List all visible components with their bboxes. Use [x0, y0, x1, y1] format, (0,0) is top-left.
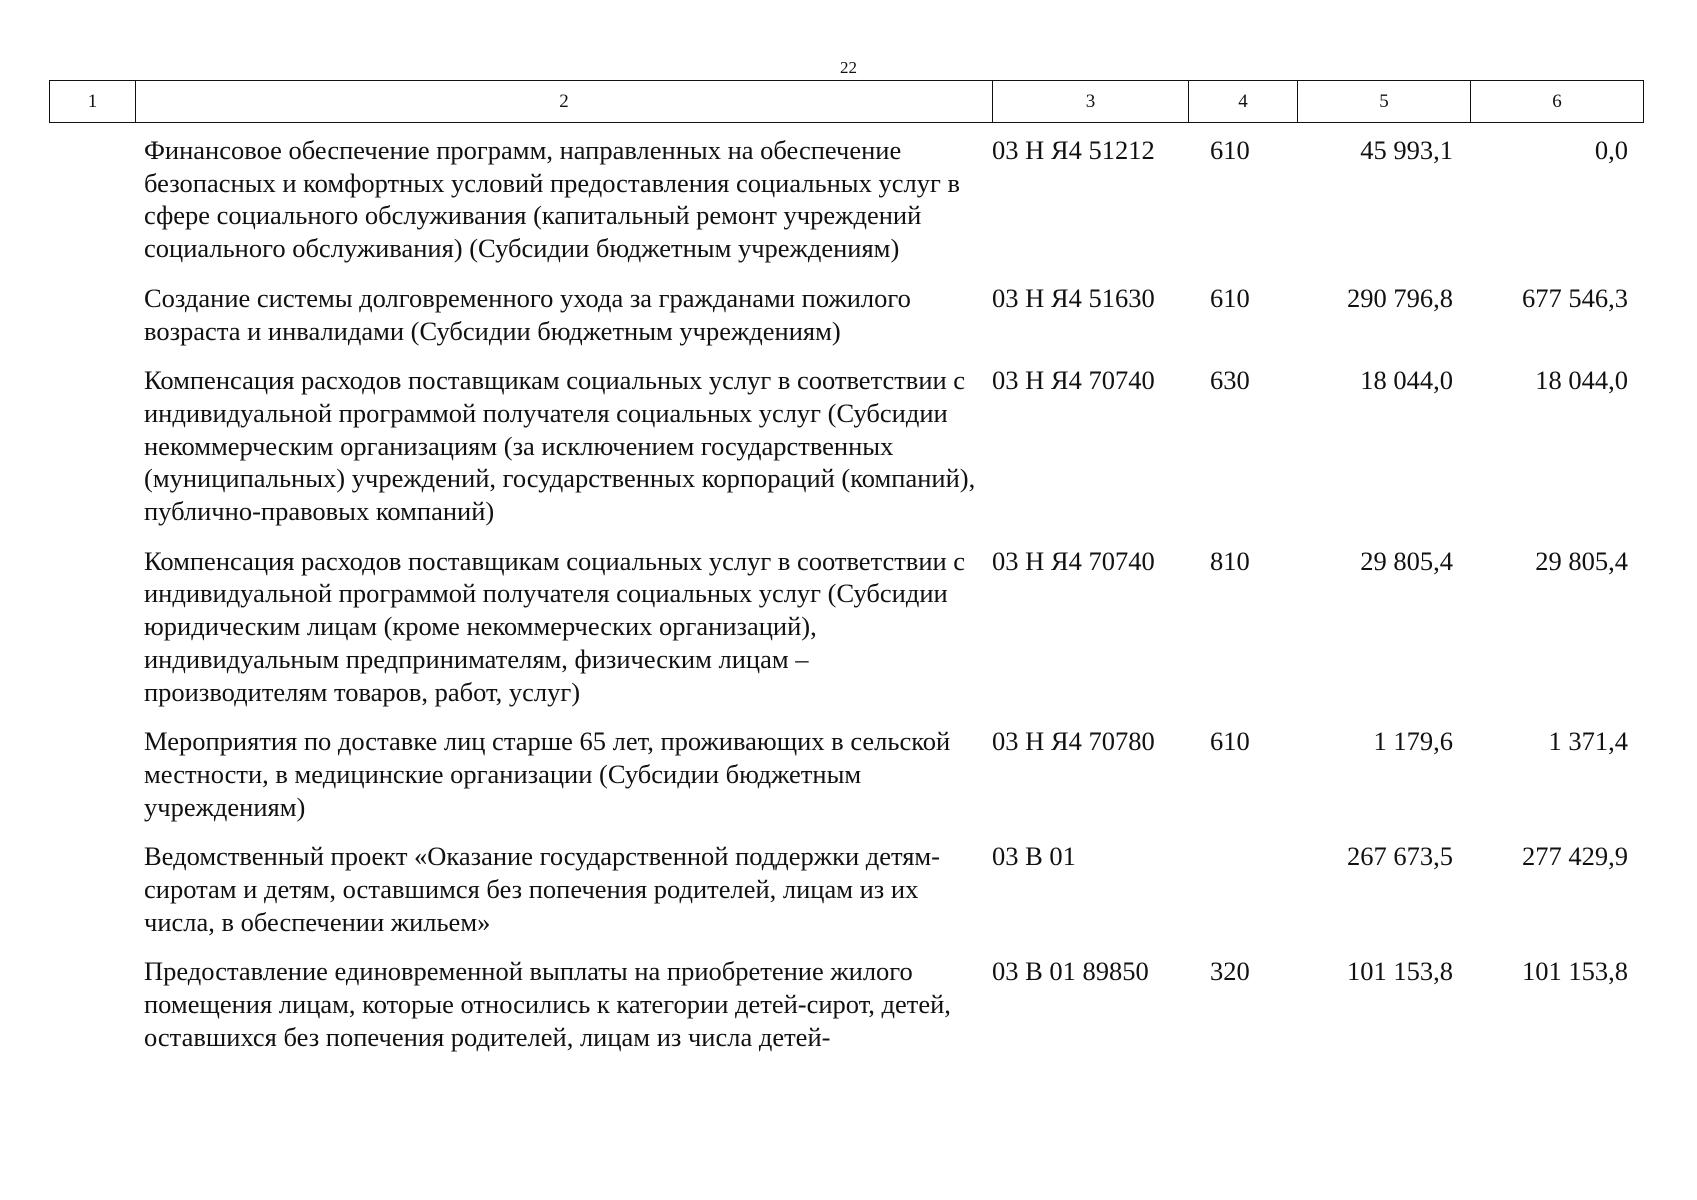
column-header-3: 3: [993, 81, 1189, 123]
budget-table-body: [49, 134, 1638, 1071]
column-header-row: [50, 81, 1644, 123]
column-header-6: 6: [1471, 81, 1644, 123]
row-value-2: 1 371,4: [1548, 726, 1628, 757]
row-description: Мероприятия по доставке лиц старше 65 лет, проживающих в сельской местности, в медицинские организации (Субсидии бюджетным учреждениям): [144, 726, 951, 822]
row-number-cell: [49, 545, 135, 709]
row-type: 610: [1210, 135, 1250, 165]
table-row: [49, 725, 1638, 823]
row-value-2: 0,0: [1594, 135, 1628, 165]
row-value-2: 29 805,4: [1535, 545, 1628, 576]
row-type: 810: [1210, 545, 1250, 576]
table-row: [49, 364, 1638, 528]
row-description: Создание системы долговременного ухода за гражданами пожилого возраста и инвалидами (Субсидии бюджетным учреждениям): [144, 282, 911, 346]
row-type: 610: [1210, 282, 1250, 313]
row-code: 03 Н Я4 51212: [992, 135, 1155, 165]
row-value-2: 277 429,9: [1522, 841, 1628, 872]
row-code: 03 Н Я4 70740: [992, 545, 1155, 576]
row-value-1: 45 993,1: [1360, 135, 1453, 165]
row-type: 630: [1210, 365, 1250, 396]
column-header-table: [49, 80, 1644, 123]
row-value-2: 18 044,0: [1535, 365, 1628, 396]
row-number-cell: [49, 364, 135, 528]
row-number-cell: [49, 282, 135, 347]
row-value-2: 101 153,8: [1522, 956, 1628, 987]
row-value-2: 677 546,3: [1522, 282, 1628, 313]
row-number-cell: [49, 840, 135, 938]
row-number-cell: [49, 725, 135, 823]
table-row: [49, 134, 1638, 265]
page-number: 22: [840, 58, 857, 77]
column-header-1: 1: [50, 81, 136, 123]
column-header-2: 2: [136, 81, 993, 123]
column-header-4: 4: [1189, 81, 1298, 123]
row-description: Компенсация расходов поставщикам социальных услуг в соответствии с индивидуальной программой получателя социальных услуг (Субсидии юридическим лицам (кроме некоммерческих организаций), индивидуальным предпринимателям, физическим лицам – производителям товаров, работ, услуг): [144, 545, 966, 707]
row-code: 03 Н Я4 70780: [992, 726, 1155, 757]
row-description: Финансовое обеспечение программ, направленных на обеспечение безопасных и комфортных условий предоставления социальных услуг в сфере социального обслуживания (капитальный ремонт учреждений социального обслуживания) (Субсидии бюджетным учреждениям): [144, 135, 960, 264]
row-value-1: 267 673,5: [1347, 841, 1453, 872]
table-row: [49, 282, 1638, 347]
row-description: Ведомственный проект «Оказание государственной поддержки детям-сиротам и детям, оставшимся без попечения родителей, лицам из их числа, в обеспечении жильем»: [144, 841, 941, 937]
column-header-5: 5: [1298, 81, 1471, 123]
row-value-1: 29 805,4: [1360, 545, 1453, 576]
row-code: 03 В 01 89850: [992, 956, 1149, 987]
table-row: [49, 545, 1638, 709]
row-type: 320: [1210, 956, 1250, 987]
row-number-cell: [49, 134, 135, 265]
row-value-1: 101 153,8: [1347, 956, 1453, 987]
table-row: [49, 955, 1638, 1053]
row-value-1: 18 044,0: [1360, 365, 1453, 396]
row-number-cell: [49, 955, 135, 1053]
row-value-1: 1 179,6: [1373, 726, 1453, 757]
row-type: [1179, 840, 1288, 938]
row-code: 03 Н Я4 70740: [992, 365, 1155, 396]
row-type: 610: [1210, 726, 1250, 757]
row-description: Компенсация расходов поставщикам социальных услуг в соответствии с индивидуальной программой получателя социальных услуг (Субсидии некоммерческим организациям (за исключением государственных (муниципальных) учреждений, государственных корпораций (компаний), публично-правовых компаний): [144, 365, 976, 527]
row-value-1: 290 796,8: [1347, 282, 1453, 313]
table-row: [49, 840, 1638, 938]
row-description: Предоставление единовременной выплаты на приобретение жилого помещения лицам, которые относились к категории детей-сирот, детей, оставшихся без попечения родителей, лицам из числа детей-: [144, 956, 951, 1052]
row-code: 03 Н Я4 51630: [992, 282, 1155, 313]
row-code: 03 В 01: [992, 841, 1076, 872]
